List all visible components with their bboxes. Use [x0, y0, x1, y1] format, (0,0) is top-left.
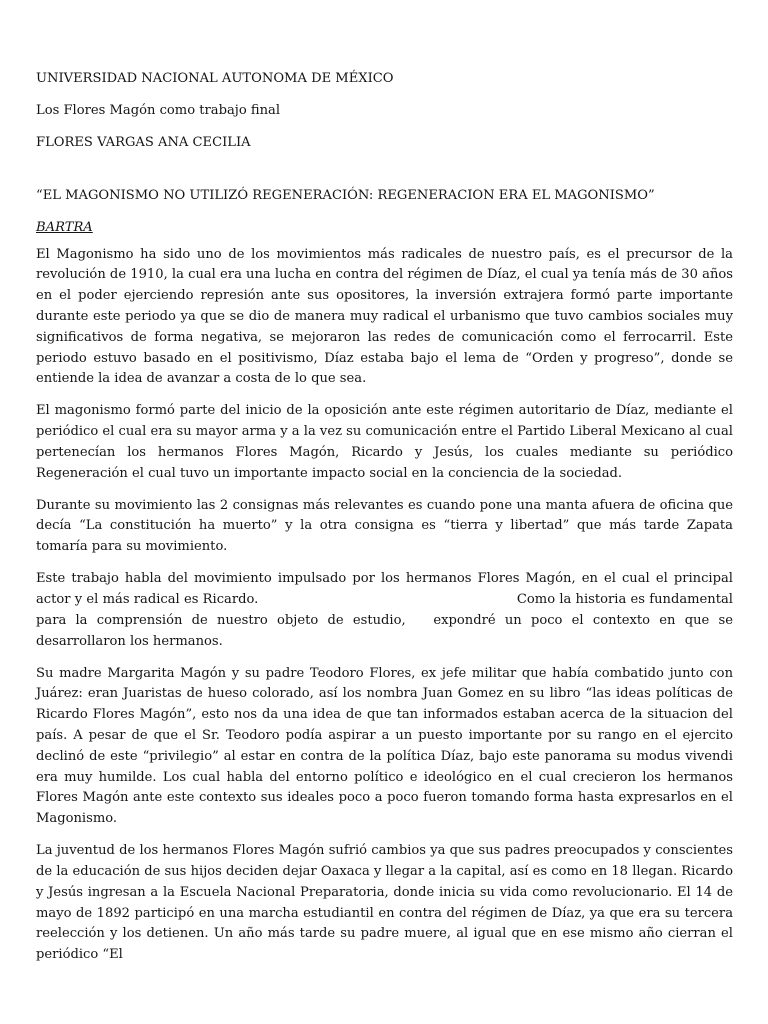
paragraph: El magonismo formó parte del inicio de la oposición ante este régimen autoritario de Díaz, mediante el periódico el cual era su mayor arma y a la vez su comunicación entre el Partido Liberal Mexicano al cual pertenecían los hermanos Flores Magón, Ricardo y Jesús, los cuales mediante su periódico Regeneración el cual tuvo un importante impacto social en la conciencia de la sociedad. — [36, 403, 733, 481]
student-name: FLORES VARGAS ANA CECILIA — [36, 134, 251, 150]
document-body — [36, 69, 738, 966]
course-line: Los Flores Magón como trabajo final — [36, 102, 281, 118]
essay-title: “EL MAGONISMO NO UTILIZÓ REGENERACIÓN: REGENERACION ERA EL MAGONISMO” — [36, 187, 655, 203]
paragraph: La juventud de los hermanos Flores Magón sufrió cambios ya que sus padres preocupados y conscientes de la educación de sus hijos deciden dejar Oaxaca y llegar a la capital, así es como en 18 llegan. Ricardo y Jesús ingresan a la Escuela Nacional Preparatoria, donde inicia su vida como revolucionario. El 14 de mayo de 1892 participó en una marcha estudiantil en contra del régimen de Díaz, ya que era su tercera reelección y los detienen. Un año más tarde su padre muere, al igual que en ese mismo año cierran el periódico “El — [36, 843, 733, 963]
paragraph: Este trabajo habla del movimiento impulsado por los hermanos Flores Magón, en el cual el principal actor y el más radical es Ricardo. Como la historia es fundamental para la comprensión de nuestro objeto de estudio, expondré un poco el contexto en que se desarrollaron los hermanos. — [36, 571, 738, 649]
paragraph: Su madre Margarita Magón y su padre Teodoro Flores, ex jefe militar que había combatido junto con Juárez: eran Juaristas de hueso colorado, así los nombra Juan Gomez en su libro “las ideas políticas de Ricardo Flores Magón”, esto nos da una idea de que tan informados estaban acerca de la situacion del país. A pesar de que el Sr. Teodoro podía aspirar a un puesto importante por su rango en el ejercito declinó de este “privilegio” al estar en contra de la política Díaz, bajo este panorama su modus vivendi era muy humilde. Los cual habla del entorno político e ideológico en el cual crecieron los hermanos Flores Magón ante este contexto sus ideales poco a poco fueron tomando forma hasta expresarlos en el Magonismo. — [36, 665, 733, 827]
essay-author: BARTRA — [36, 219, 93, 235]
paragraph: Durante su movimiento las 2 consignas más relevantes es cuando pone una manta afuera de oficina que decía “La constitución ha muerto” y la otra consigna es “tierra y libertad” que más tarde Zapata tomaría para su movimiento. — [36, 497, 733, 555]
paragraph: El Magonismo ha sido uno de los movimientos más radicales de nuestro país, es el precursor de la revolución de 1910, la cual era una lucha en contra del régimen de Díaz, el cual ya tenía más de 30 años en el poder ejerciendo represión ante sus opositores, la inversión extrajera formó parte importante durante este periodo ya que se dio de manera muy radical el urbanismo que tuvo cambios sociales muy significativos de forma negativa, se mejoraron las redes de comunicación como el ferrocarril. Este periodo estuvo basado en el positivismo, Díaz estaba bajo el lema de “Orden y progreso”, donde se entiende la idea de avanzar a costa de lo que sea. — [36, 246, 733, 387]
university-name: UNIVERSIDAD NACIONAL AUTONOMA DE MÉXICO — [36, 71, 394, 86]
